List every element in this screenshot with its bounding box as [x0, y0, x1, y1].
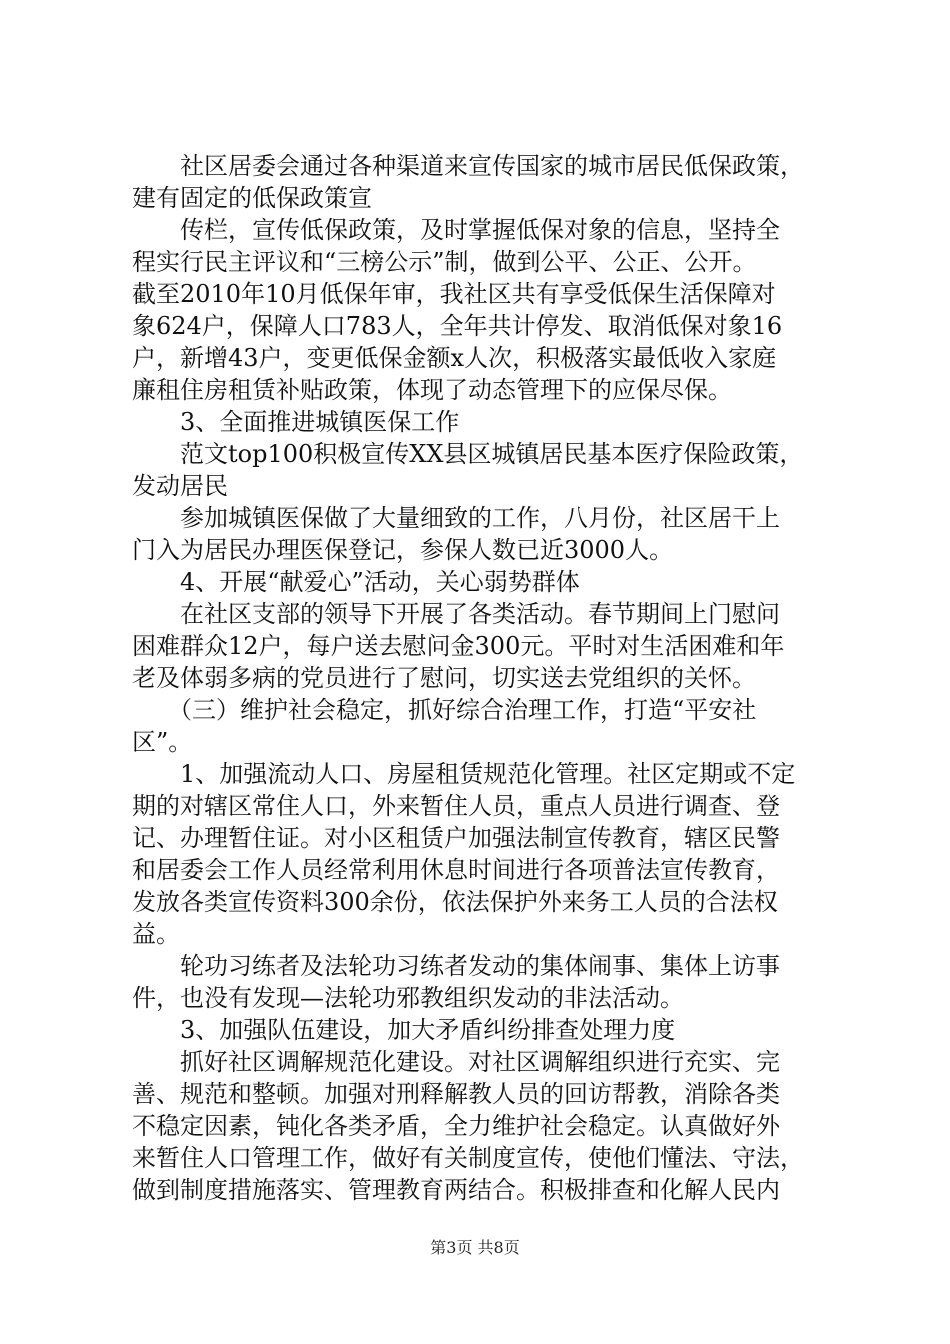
text-line: 在社区支部的领导下开展了各类活动。春节期间上门慰问 [132, 600, 780, 628]
text-line: 3、全面推进城镇医保工作 [132, 408, 460, 436]
text-line: 老及体弱多病的党员进行了慰问，切实送去党组织的关怀。 [132, 664, 756, 692]
text-line: 区”。 [132, 728, 193, 756]
text-line: 户，新增43户，变更低保金额x人次，积极落实最低收入家庭 [132, 344, 777, 372]
text-line: 象624户，保障人口783人，全年共计停发、取消低保对象16 [132, 312, 783, 340]
text-line: 和居委会工作人员经常利用休息时间进行各项普法宣传教育， [132, 856, 780, 884]
text-line: 轮功习练者及法轮功习练者发动的集体闹事、集体上访事 [132, 952, 780, 980]
text-line: 期的对辖区常住人口，外来暂住人员，重点人员进行调查、登 [132, 792, 780, 820]
text-line: 截至2010年10月低保年审，我社区共有享受低保生活保障对 [132, 280, 776, 308]
text-line: 程实行民主评议和“三榜公示”制，做到公平、公正、公开。 [132, 248, 757, 276]
text-line: 困难群众12户，每户送去慰问金300元。平时对生活困难和年 [132, 632, 785, 660]
text-line: 发放各类宣传资料300余份，依法保护外来务工人员的合法权 [132, 888, 778, 916]
text-line: 3、加强队伍建设，加大矛盾纠纷排查处理力度 [132, 1016, 676, 1044]
text-line: 传栏，宣传低保政策，及时掌握低保对象的信息，坚持全 [132, 216, 780, 244]
text-line: 1、加强流动人口、房屋租赁规范化管理。社区定期或不定 [132, 760, 796, 788]
page-number-footer: 第3页 共8页 [430, 1238, 520, 1257]
text-line: （三）维护社会稳定，抓好综合治理工作，打造“平安社 [132, 696, 757, 724]
text-line: 发动居民 [132, 472, 228, 500]
text-line: 善、规范和整顿。加强对刑释解教人员的回访帮教，消除各类 [132, 1080, 780, 1108]
text-line: 建有固定的低保政策宣 [132, 184, 372, 212]
text-line: 门入为居民办理医保登记，参保人数已近3000人。 [132, 536, 674, 564]
text-line: 参加城镇医保做了大量细致的工作，八月份，社区居干上 [132, 504, 780, 532]
text-line: 4、开展“献爱心”活动，关心弱势群体 [132, 568, 580, 596]
text-line: 廉租住房租赁补贴政策，体现了动态管理下的应保尽保。 [132, 376, 732, 404]
text-line: 不稳定因素，钝化各类矛盾，全力维护社会稳定。认真做好外 [132, 1112, 780, 1140]
text-line: 记、办理暂住证。对小区租赁户加强法制宣传教育，辖区民警 [132, 824, 780, 852]
text-line: 益。 [132, 920, 180, 948]
text-line: 来暂住人口管理工作，做好有关制度宣传，使他们懂法、守法， [132, 1144, 804, 1172]
text-line: 社区居委会通过各种渠道来宣传国家的城市居民低保政策， [132, 152, 804, 180]
document-body [132, 150, 832, 1206]
text-line: 范文top100积极宣传XX县区城镇居民基本医疗保险政策， [132, 440, 804, 468]
text-line: 件，也没有发现—法轮功邪教组织发动的非法活动。 [132, 984, 684, 1012]
text-line: 抓好社区调解规范化建设。对社区调解组织进行充实、完 [132, 1048, 780, 1076]
text-line: 做到制度措施落实、管理教育两结合。积极排查和化解人民内 [132, 1176, 780, 1204]
